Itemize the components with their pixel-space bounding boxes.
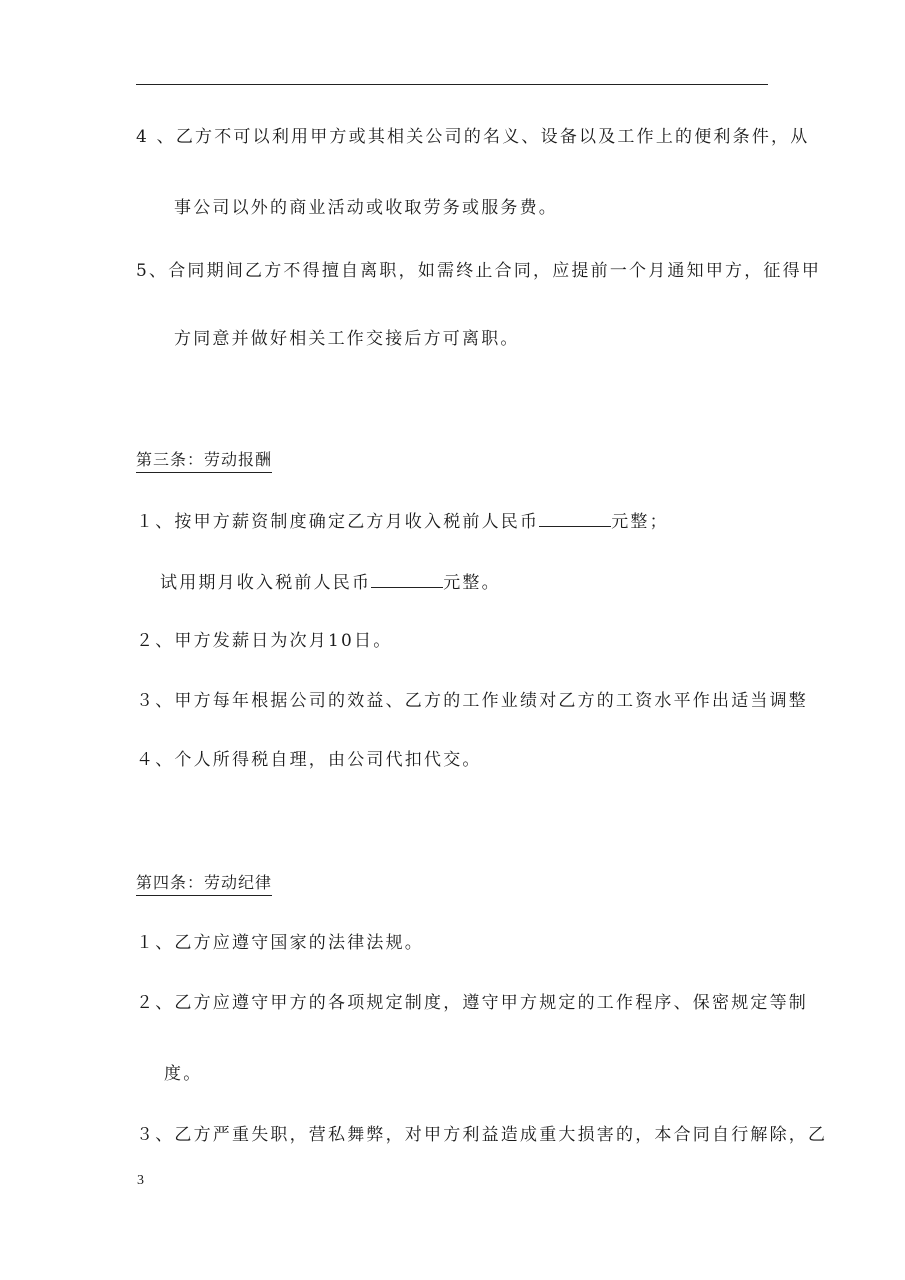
probation-salary-text: 试用期月收入税前人民币 (160, 573, 372, 593)
clause-item-5-line2: 方同意并做好相关工作交接后方可离职。 (174, 329, 520, 349)
section-4-item-2-line1: ２、乙方应遵守甲方的各项规定制度，遵守甲方规定的工作程序、保密规定等制 (136, 993, 808, 1013)
probation-salary-suffix: 元整。 (443, 573, 501, 593)
clause-item-4-line1: 4 、乙方不可以利用甲方或其相关公司的名义、设备以及工作上的便利条件，从 (136, 127, 810, 147)
section-3-item-1-suffix: 元整； (611, 512, 669, 532)
page-number: 3 (137, 1173, 144, 1188)
probation-salary-blank (371, 573, 443, 588)
section-3-item-1-text: １、按甲方薪资制度确定乙方月收入税前人民币 (136, 512, 540, 532)
clause-item-4-line2: 事公司以外的商业活动或收取劳务或服务费。 (174, 198, 558, 218)
section-3-heading-text: 第三条：劳动报酬 (136, 449, 272, 473)
section-4-item-1: １、乙方应遵守国家的法律法规。 (136, 933, 424, 953)
section-3-item-2: ２、甲方发薪日为次月10日。 (136, 631, 393, 651)
section-3-item-1-line1 (136, 511, 669, 533)
section-4-item-2-line2: 度。 (164, 1064, 203, 1084)
section-4-heading (136, 872, 272, 896)
section-3-item-4: ４、个人所得税自理，由公司代扣代交。 (136, 750, 482, 770)
salary-blank (539, 512, 611, 527)
section-4-heading-text: 第四条：劳动纪律 (136, 872, 272, 896)
clause-item-5-line1: 5、合同期间乙方不得擅自离职，如需终止合同，应提前一个月通知甲方，征得甲 (136, 261, 822, 281)
section-4-item-3-line1: ３、乙方严重失职，营私舞弊，对甲方利益造成重大损害的，本合同自行解除，乙 (136, 1125, 828, 1145)
header-rule (136, 84, 768, 85)
section-3-heading (136, 449, 272, 473)
section-3-item-3: ３、甲方每年根据公司的效益、乙方的工作业绩对乙方的工资水平作出适当调整 (136, 691, 808, 711)
section-3-item-1-line2 (160, 572, 501, 594)
